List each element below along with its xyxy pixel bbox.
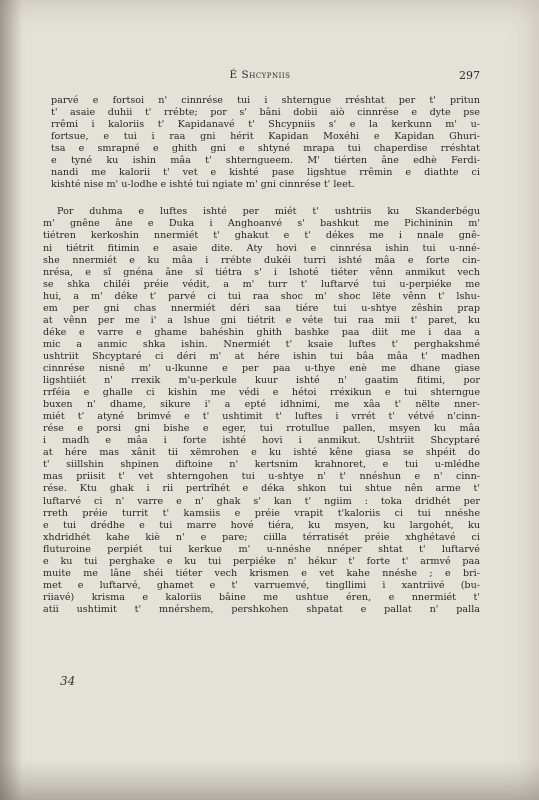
text-line: hui, a m' déke t' parvé ci tui raa shoc m' shoc lëte vênn t' lshu- (43, 290, 480, 302)
text-line: fluturoine perpiét tui kerkue m' u-nnéshe nnéper shtat t' luftarvé (43, 543, 480, 555)
text-line: rése e porsi gni bishe e eger, tui rrotullue pallen, msyen ku mâa (43, 423, 480, 435)
text-line: rrféia e ghalle ci kishin me védi e hétoi rréxikun e tui shterngue (43, 387, 480, 399)
text-line: at vênn per me i' a lshue gni tiétrit e véte tui raa mii t' paret, ku (43, 314, 480, 326)
text-line: buxen n' dhame, sikure i' a epté idhnimi, me xâa t' nëlte nner- (43, 399, 480, 411)
paragraph-2 (43, 206, 480, 616)
text-line: e tyné ku ishin mâa t' shterngueem. M' tiérten âne edhè Ferdi- (51, 155, 480, 167)
text-line: atii ushtimit t' mnérshem, pershkohen shpatat e pallat n' palla (43, 603, 480, 615)
text-line: em per gni chas nnermiét déri saa tiére tui u-shtye zêshin prap (43, 302, 480, 314)
text-line: ushtriit Shcyptaré ci déri m' at hére ishin tui bâa mâa t' madhen (43, 350, 480, 362)
paragraph-1 (43, 95, 480, 191)
text-line: t' asaie duhii t' rrébte; por s' bâni dobii aiò cinnrése e dyte pse (51, 107, 480, 119)
gutter-shadow (0, 0, 22, 800)
bottom-shadow (0, 760, 539, 800)
text-line: i madh e mâa i forte ishté hovi i anmikut. Ushtriit Shcyptaré (43, 435, 480, 447)
text-line: luftarvé ci n' varre e n' ghak s' kan t' ngiim : toka dridhét per (43, 495, 480, 507)
page-number: 297 (459, 69, 480, 82)
text-line: muite me lâne shéi tiéter vech krismen e vet kahe nnéshe ; e bri- (43, 567, 480, 579)
text-line: mic a anmic shka ishin. Nnermiét t' ksaie luftes t' perghakshmé (43, 338, 480, 350)
signature-mark: 34 (60, 674, 76, 688)
text-line: rése. Ktu ghak i rii pertrîhét e déka shkon tui shtue nên arme t' (43, 483, 480, 495)
text-line: tsa e smrapné e ghith gni e shtyné mrapa tui chaperdise rréshtat (51, 143, 480, 155)
running-title: É Shcypniis (229, 69, 291, 81)
text-line: Por duhma e luftes ishté per miét t' ushtriis ku Skanderbégu (57, 206, 480, 218)
paragraph-gap (43, 191, 480, 206)
text-line: miét t' atyné brimvé e t' ushtimit t' luftes i vrrét t' vétvé n'cinn- (43, 411, 480, 423)
text-line: ligshtiiét n' rrexik m'u-perkule kuur ishté n' gaatim fitimi, por (43, 375, 480, 387)
text-line: xhdridhét kahe kiè n' e pare; ciilla térratisét préie xhghétavé ci (43, 531, 480, 543)
text-line: parvé e fortsoi n' cinnrése tui i shterngue rréshtat per t' pritun (51, 95, 480, 106)
text-line: at hére mas xânit tii xëmrohen e ku ishté kêne giasa se shpéit do (43, 447, 480, 459)
text-line: e tui drédhe e tui marre hové tiéra, ku msyen, ku largohét, ku (43, 519, 480, 531)
text-line: cinnrése nisné m' u-lkunne e per paa u-thye enè me dhane giase (43, 362, 480, 374)
text-line: fortsue, e tui i raa gni hérit Kapidan Moxéhi e Kapidan Ghuri- (51, 131, 480, 143)
text-line: e ku tui perghake e ku tui perpiéke n' hékur t' forte t' armvé paa (43, 555, 480, 567)
text-line: rrêmi i kaloriis t' Kapidanavé t' Shcypniis s' e la kerkunn m' u- (51, 119, 480, 131)
text-line: ni tiétrit fitimin e asaie dite. Aty hovi e cinnrésa ishin tui u-nné- (43, 242, 480, 254)
text-line: m' gnêne âne e Duka i Anghoanvé s' bashkut me Pichininin m' (43, 218, 480, 230)
text-line: déke e varre e ghame bahéshin ghith bashke paa diit me i daa a (43, 326, 480, 338)
text-line: tiétren kerkoshin nnermiét t' ghakut e t' dékes me i nnale gnê- (43, 230, 480, 242)
body-text (43, 95, 480, 616)
text-line: rreth préie turrit t' kamsiis e préie vrapit t'kaloriis ci tui nnéshe (43, 507, 480, 519)
text-line: nrésa, e sî gnéna âne sî tiétra s' i lshoté tiéter vênn anmikut vech (43, 266, 480, 278)
text-line: mas priisit t' vet shterngohen tui u-shtye n' t' nnéshun e n' cinn- (43, 471, 480, 483)
text-line: met e luftarvé, ghamet e t' varruemvé, tingllimi i xantriivé (bu- (43, 579, 480, 591)
text-line: nandi me kalorii t' vet e kishté pase ligshtue rrêmin e diathte ci (51, 167, 480, 179)
text-line: kishté nise m' u-lodhe e ishté tui ngiate m' gni cinnrése t' leet. (51, 179, 355, 191)
text-line: riiavé) krisma e kaloriis bâine me ushtue éren, e nnermiét t' (43, 591, 480, 603)
text-line: se shka chiléi préie védit, a m' turr t' luftarvé tui u-perpiéke me (43, 278, 480, 290)
text-line: t' siillshin shpinen diftoine n' kertsnim krahnoret, e tui u-mlédhe (43, 459, 480, 471)
page-header (40, 69, 480, 85)
text-line: she nnermiét e ku mâa i rrébte dukéi turri ishté mâa e forte cin- (43, 254, 480, 266)
